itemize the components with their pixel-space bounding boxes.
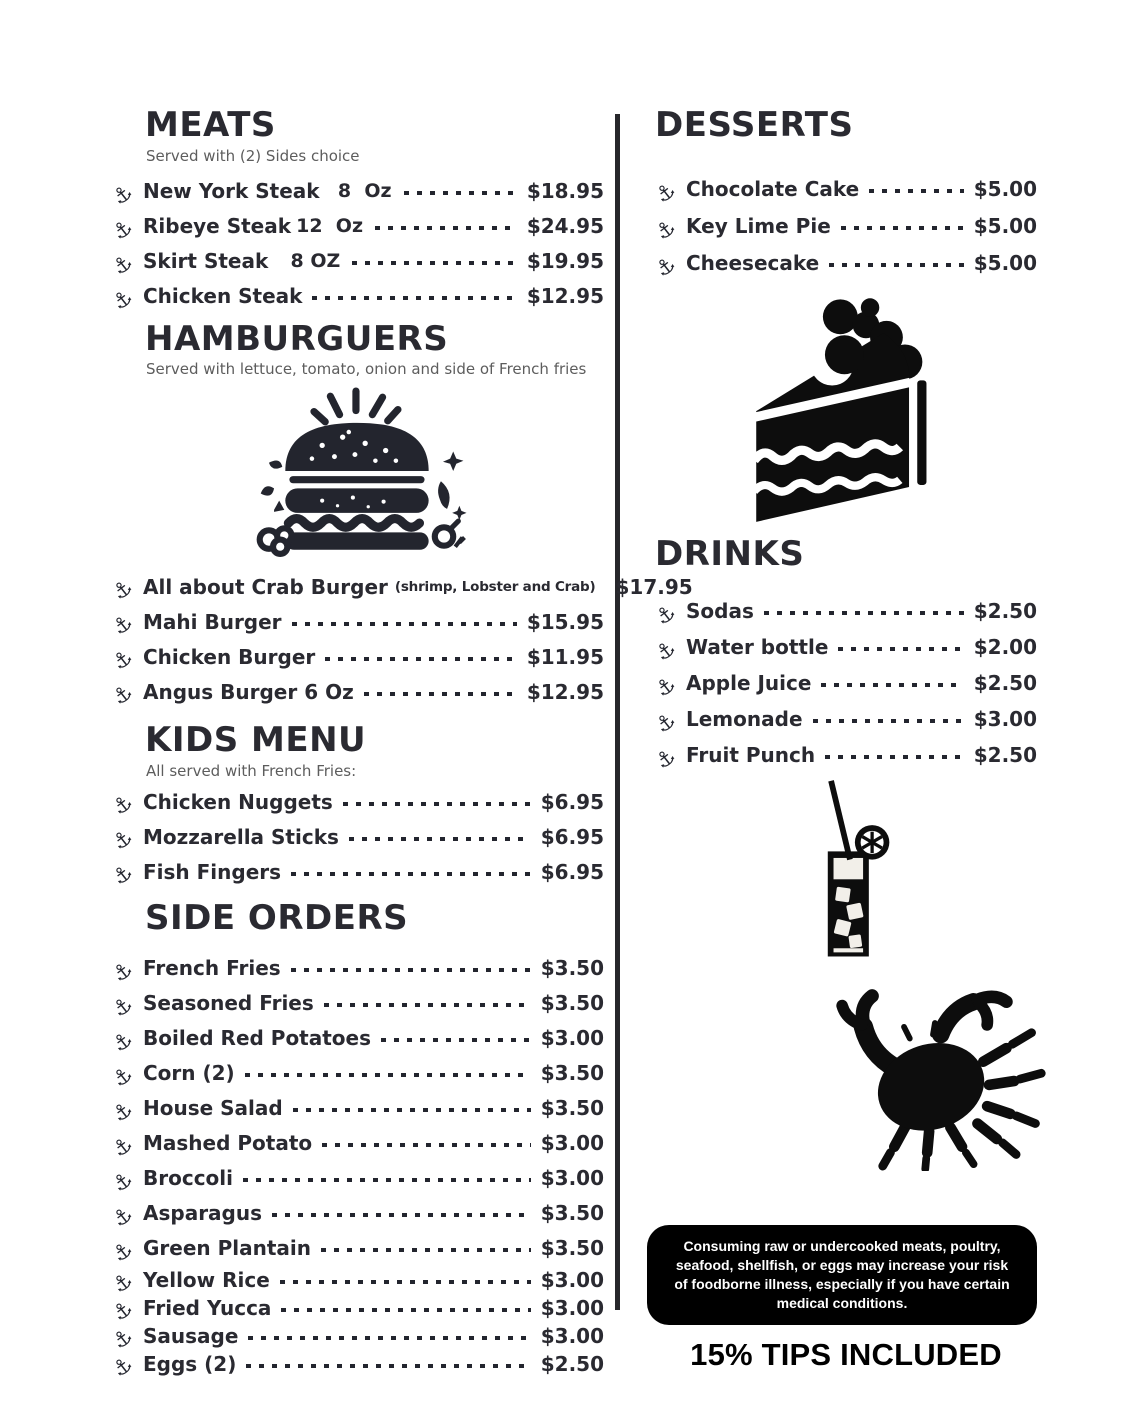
- dotted-leader: [293, 1108, 531, 1112]
- item-name: Mozzarella Sticks: [143, 824, 339, 849]
- anchor-icon: ⚓: [107, 1166, 138, 1197]
- dotted-leader: [312, 296, 516, 300]
- column-divider: [615, 114, 620, 1310]
- section-title: MEATS: [145, 105, 276, 145]
- item-price: $3.00: [540, 1295, 604, 1320]
- section-items: [107, 784, 604, 891]
- item-price: $12.95: [526, 284, 604, 309]
- item-price: $2.50: [973, 599, 1037, 624]
- item-size: 8 OZ: [290, 250, 341, 273]
- menu-item-row: [107, 1126, 604, 1162]
- item-name: Chocolate Cake: [686, 177, 860, 202]
- item-price: $18.95: [526, 179, 604, 204]
- dotted-leader: [292, 622, 517, 626]
- item-name: Apple Juice: [686, 671, 812, 696]
- dotted-leader: [352, 261, 517, 265]
- item-name: Chicken Steak: [143, 284, 303, 309]
- item-name: Ribeye Steak: [143, 214, 292, 239]
- anchor-icon: ⚓: [107, 179, 138, 210]
- menu-item-row: [107, 244, 604, 280]
- item-name: Angus Burger 6 Oz: [143, 679, 354, 704]
- item-price: $5.00: [973, 251, 1037, 276]
- dotted-leader: [381, 1038, 531, 1042]
- item-name: Yellow Rice: [143, 1267, 270, 1292]
- anchor-icon: ⚓: [650, 671, 681, 702]
- anchor-icon: ⚓: [107, 249, 138, 280]
- item-price: $2.50: [973, 671, 1037, 696]
- dotted-leader: [280, 1280, 531, 1284]
- burger-icon: [240, 387, 476, 559]
- item-price: $19.95: [526, 249, 604, 274]
- section-title: DRINKS: [655, 533, 805, 574]
- item-name: French Fries: [143, 956, 281, 981]
- section-items: [107, 569, 693, 711]
- item-note: (shrimp, Lobster and Crab): [394, 578, 596, 595]
- crab-icon: [817, 963, 1049, 1171]
- anchor-icon: ⚓: [650, 177, 681, 208]
- item-price: $3.50: [540, 1061, 604, 1086]
- anchor-icon: ⚓: [107, 991, 138, 1022]
- anchor-icon: ⚓: [107, 824, 138, 856]
- menu-item-row: [107, 854, 604, 891]
- item-name: Fish Fingers: [143, 859, 282, 884]
- menu-item-row: [107, 784, 604, 821]
- section-items: [650, 593, 1037, 774]
- dotted-leader: [343, 802, 531, 806]
- tips-included-label: 15% TIPS INCLUDED: [690, 1336, 1002, 1372]
- section-title: SIDE ORDERS: [145, 898, 409, 939]
- section-subtitle: All served with French Fries:: [146, 762, 357, 781]
- dotted-leader: [325, 657, 517, 661]
- anchor-icon: ⚓: [107, 609, 138, 641]
- drinks-illustration-block: [655, 787, 1037, 1211]
- menu-section: [107, 318, 693, 711]
- item-name: Broccoli: [143, 1166, 234, 1191]
- dotted-leader: [272, 1213, 531, 1217]
- anchor-icon: ⚓: [107, 1096, 138, 1127]
- health-warning-text: Consuming raw or undercooked meats, poultry, seafood, shellfish, or eggs may increase your risk of foodborne illness, especially if you have certain medical conditions.: [674, 1238, 1010, 1312]
- menu-item-row: [107, 604, 604, 641]
- anchor-icon: ⚓: [107, 679, 138, 711]
- dotted-leader: [324, 1003, 531, 1007]
- anchor-icon: ⚓: [107, 1201, 138, 1232]
- item-name: Water bottle: [686, 635, 829, 660]
- anchor-icon: ⚓: [650, 214, 681, 245]
- menu-item-row: [650, 701, 1037, 738]
- menu-item-row: [107, 174, 604, 210]
- menu-section: [107, 105, 604, 315]
- dotted-leader: [321, 1248, 531, 1252]
- anchor-icon: ⚓: [650, 743, 681, 774]
- section-items: [107, 951, 604, 1383]
- item-price: $3.50: [540, 1096, 604, 1121]
- section-items: [650, 171, 1037, 282]
- menu-item-row: [650, 171, 1037, 208]
- item-price: $6.95: [540, 789, 604, 814]
- item-price: $3.50: [540, 1236, 604, 1261]
- item-price: $3.50: [540, 1201, 604, 1226]
- item-price: $11.95: [526, 644, 604, 669]
- anchor-icon: ⚓: [107, 214, 138, 245]
- menu-item-row: [107, 951, 604, 987]
- item-name: House Salad: [143, 1096, 283, 1121]
- anchor-icon: ⚓: [107, 1236, 138, 1267]
- left-menu-column: [107, 105, 693, 1383]
- dotted-leader: [838, 647, 963, 651]
- menu-item-row: [107, 1350, 604, 1383]
- anchor-icon: ⚓: [107, 644, 138, 676]
- anchor-icon: ⚓: [107, 1061, 138, 1092]
- menu-item-row: [107, 1231, 604, 1267]
- section-title: HAMBURGUERS: [145, 318, 449, 359]
- item-price: $3.00: [540, 1323, 604, 1348]
- item-name: Chicken Burger: [143, 644, 316, 669]
- item-size: 8 Oz: [337, 180, 392, 203]
- dotted-leader: [246, 1364, 530, 1368]
- item-name: Cheesecake: [686, 251, 820, 276]
- dotted-leader: [841, 226, 964, 230]
- anchor-icon: ⚓: [107, 789, 138, 821]
- item-name: Asparagus: [143, 1201, 263, 1226]
- anchor-icon: ⚓: [650, 635, 681, 666]
- item-name: Seasoned Fries: [143, 991, 314, 1016]
- menu-item-row: [650, 737, 1037, 774]
- menu-item-row: [107, 1266, 604, 1299]
- item-name: New York Steak: [143, 179, 320, 204]
- menu-item-row: [107, 819, 604, 856]
- item-name: Mashed Potato: [143, 1131, 313, 1156]
- item-size: 12 Oz: [296, 215, 364, 238]
- menu-item-row: [650, 208, 1037, 245]
- item-name: Skirt Steak: [143, 249, 269, 274]
- menu-item-row: [107, 1294, 604, 1327]
- menu-item-row: [107, 279, 604, 315]
- menu-item-row: [107, 1322, 604, 1355]
- menu-item-row: [107, 1196, 604, 1232]
- item-name: Boiled Red Potatoes: [143, 1026, 372, 1051]
- dotted-leader: [821, 683, 963, 687]
- iced-drink-glass-icon: [813, 779, 891, 964]
- item-name: Fruit Punch: [686, 743, 816, 768]
- section-title: DESSERTS: [655, 105, 854, 145]
- dotted-leader: [829, 263, 964, 267]
- menu-item-row: [107, 674, 604, 711]
- menu-item-row: [650, 593, 1037, 630]
- item-price: $2.00: [973, 635, 1037, 660]
- dotted-leader: [813, 719, 964, 723]
- anchor-icon: ⚓: [107, 1295, 138, 1327]
- item-price: $12.95: [526, 679, 604, 704]
- item-price: $3.00: [540, 1166, 604, 1191]
- item-price: $3.00: [540, 1267, 604, 1292]
- item-price: $3.50: [540, 956, 604, 981]
- item-price: $5.00: [973, 177, 1037, 202]
- anchor-icon: ⚓: [107, 1026, 138, 1057]
- cake-slice-icon: [750, 286, 945, 527]
- section-title: KIDS MENU: [145, 720, 367, 761]
- item-name: Green Plantain: [143, 1236, 312, 1261]
- dotted-leader: [375, 226, 517, 230]
- menu-section: [107, 898, 604, 1383]
- anchor-icon: ⚓: [107, 1323, 138, 1355]
- dotted-leader: [869, 189, 964, 193]
- item-price: $3.00: [540, 1131, 604, 1156]
- item-price: $2.50: [540, 1351, 604, 1376]
- item-price: $24.95: [526, 214, 604, 239]
- menu-section: [107, 720, 604, 891]
- dotted-leader: [825, 755, 964, 759]
- item-name: Fried Yucca: [143, 1295, 272, 1320]
- item-name: All about Crab Burger: [143, 574, 388, 599]
- item-name: Sodas: [686, 599, 754, 624]
- dotted-leader: [281, 1308, 530, 1312]
- dotted-leader: [291, 968, 531, 972]
- anchor-icon: ⚓: [107, 1131, 138, 1162]
- menu-item-row: [107, 1056, 604, 1092]
- dotted-leader: [291, 872, 531, 876]
- menu-item-row: [107, 639, 604, 676]
- item-price: $6.95: [540, 824, 604, 849]
- burger-illustration: [240, 387, 476, 563]
- menu-item-row: [107, 1021, 604, 1057]
- item-price: $3.50: [540, 991, 604, 1016]
- dotted-leader: [364, 692, 517, 696]
- menu-item-row: [107, 569, 693, 606]
- menu-item-row: [107, 1161, 604, 1197]
- item-price: $3.00: [540, 1026, 604, 1051]
- cake-slice-illustration: [750, 286, 945, 531]
- item-price: $3.00: [973, 707, 1037, 732]
- dotted-leader: [764, 611, 964, 615]
- item-name: Key Lime Pie: [686, 214, 831, 239]
- anchor-icon: ⚓: [650, 707, 681, 738]
- section-items: [107, 174, 604, 315]
- item-price: $5.00: [973, 214, 1037, 239]
- dotted-leader: [322, 1143, 531, 1147]
- menu-item-row: [650, 665, 1037, 702]
- item-name: Lemonade: [686, 707, 803, 732]
- item-name: Eggs (2): [143, 1351, 237, 1376]
- dotted-leader: [243, 1178, 531, 1182]
- item-price: $2.50: [973, 743, 1037, 768]
- item-price: $15.95: [526, 609, 604, 634]
- item-name: Sausage: [143, 1323, 239, 1348]
- anchor-icon: ⚓: [107, 284, 138, 315]
- dotted-leader: [349, 837, 531, 841]
- anchor-icon: ⚓: [650, 599, 681, 630]
- dotted-leader: [248, 1336, 530, 1340]
- dotted-leader: [245, 1073, 531, 1077]
- anchor-icon: ⚓: [107, 1351, 138, 1383]
- item-price: $6.95: [540, 859, 604, 884]
- menu-item-row: [107, 209, 604, 245]
- menu-item-row: [107, 986, 604, 1022]
- health-warning-box: [647, 1225, 1037, 1325]
- item-name: Mahi Burger: [143, 609, 282, 634]
- item-price: $17.95: [615, 574, 693, 599]
- item-name: Corn (2): [143, 1061, 235, 1086]
- anchor-icon: ⚓: [107, 859, 138, 891]
- menu-item-row: [650, 629, 1037, 666]
- anchor-icon: ⚓: [107, 956, 138, 987]
- menu-section: [650, 105, 1037, 531]
- item-name: Chicken Nuggets: [143, 789, 333, 814]
- dotted-leader: [404, 191, 517, 195]
- menu-item-row: [107, 1091, 604, 1127]
- anchor-icon: ⚓: [650, 251, 681, 282]
- menu-item-row: [650, 245, 1037, 282]
- anchor-icon: ⚓: [107, 1267, 138, 1299]
- anchor-icon: ⚓: [107, 574, 138, 606]
- section-subtitle: Served with lettuce, tomato, onion and side of French fries: [146, 360, 587, 379]
- section-subtitle: Served with (2) Sides choice: [146, 146, 360, 165]
